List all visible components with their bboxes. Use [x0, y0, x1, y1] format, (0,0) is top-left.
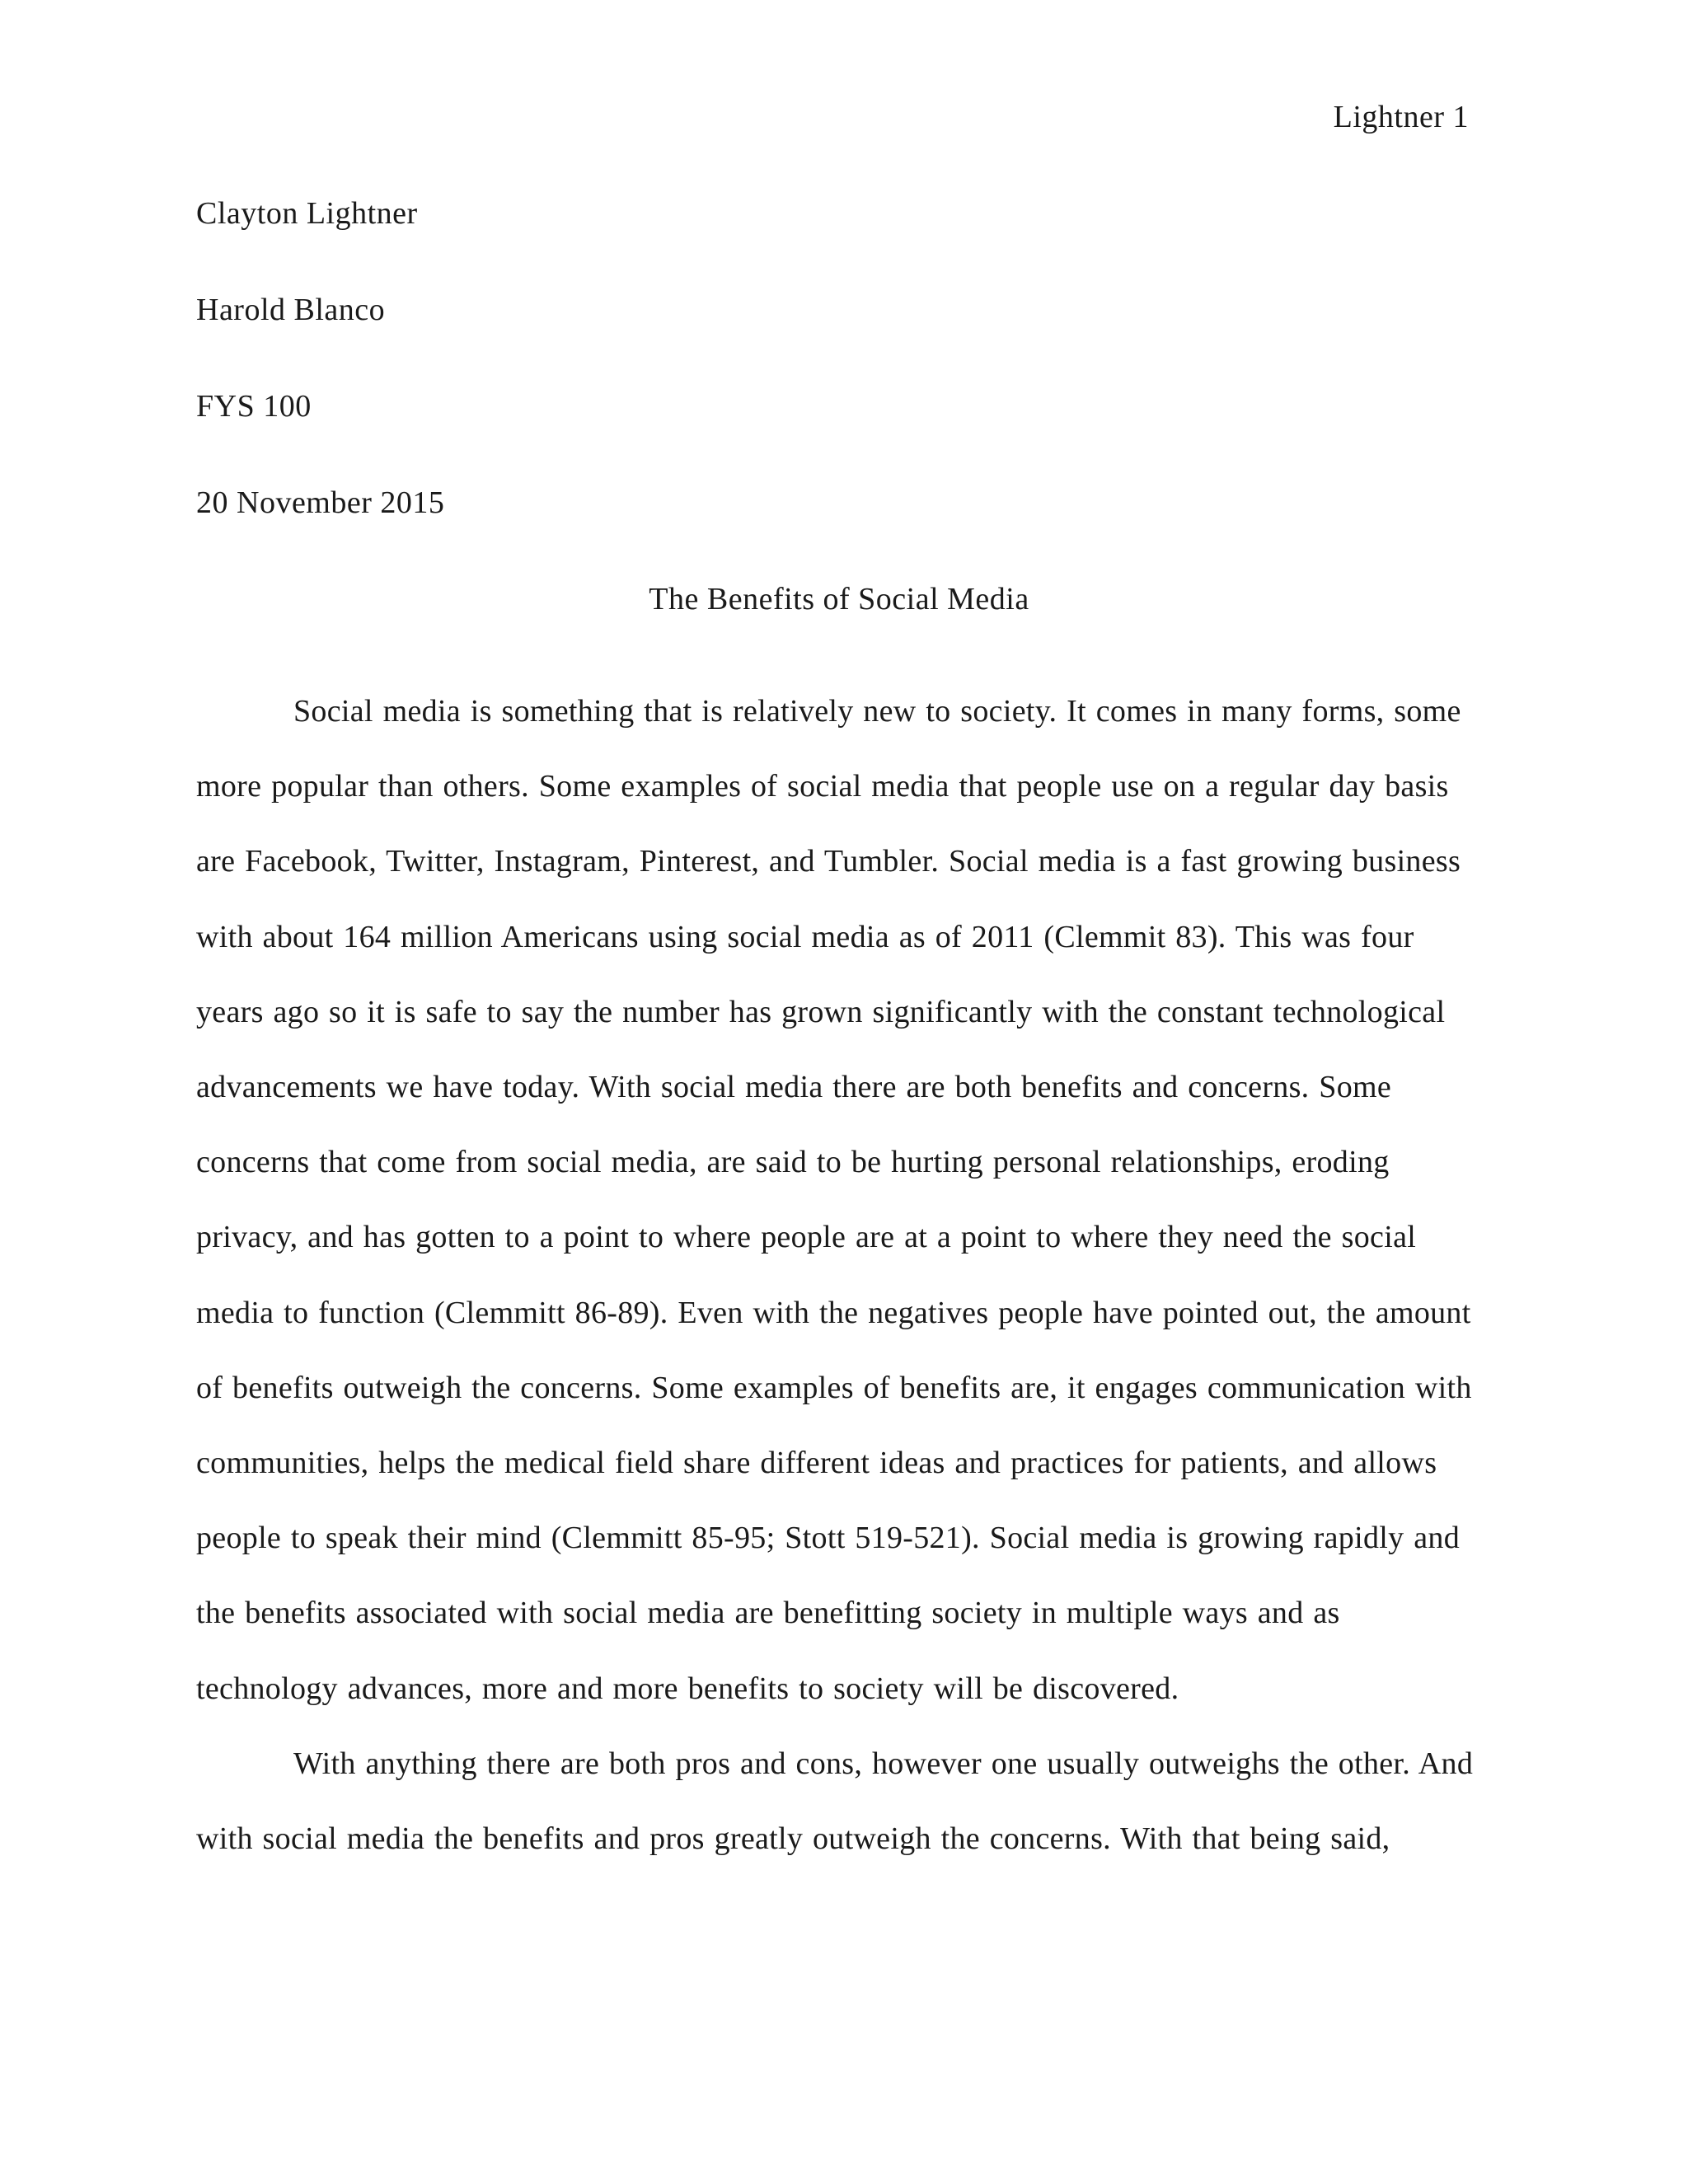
- mla-heading: [196, 192, 1482, 578]
- paragraph: Social media is something that is relatively new to society. It comes in many forms, some more popular than others. Some examples of social media that people use on a regular day basis are Facebook, Twitter, Instagram, Pinterest, and Tumbler. Social media is a fast growing business with about 164 million Americans using social media as of 2011 (Clemmit 83). This was four years ago so it is safe to say the number has grown significantly with the constant technological advancements we have today. With social media there are both benefits and concerns. Some concerns that come from social media, are said to be hurting personal relationships, eroding privacy, and has gotten to a point to where people are at a point to where they need the social media to function (Clemmitt 86-89). Even with the negatives people have pointed out, the amount of benefits outweigh the concerns. Some examples of benefits are, it engages communication with communities, helps the medical field share different ideas and practices for patients, and allows people to speak their mind (Clemmitt 85-95; Stott 519-521). Social media is growing rapidly and the benefits associated with social media are benefitting society in multiple ways and as technology advances, more and more benefits to society will be discovered.: [196, 694, 1472, 1706]
- running-head: Lightner 1: [1333, 100, 1469, 134]
- instructor-name: Harold Blanco: [196, 293, 386, 327]
- paragraph: With anything there are both pros and cons, however one usually outweighs the other. And with social media the benefits and pros greatly outweigh the concerns. With that being said,: [196, 1746, 1474, 1857]
- author-name: Clayton Lightner: [196, 196, 418, 231]
- date: 20 November 2015: [196, 485, 445, 520]
- paper-title: The Benefits of Social Media: [649, 582, 1029, 616]
- body-text: [196, 674, 1482, 1877]
- course-name: FYS 100: [196, 389, 312, 424]
